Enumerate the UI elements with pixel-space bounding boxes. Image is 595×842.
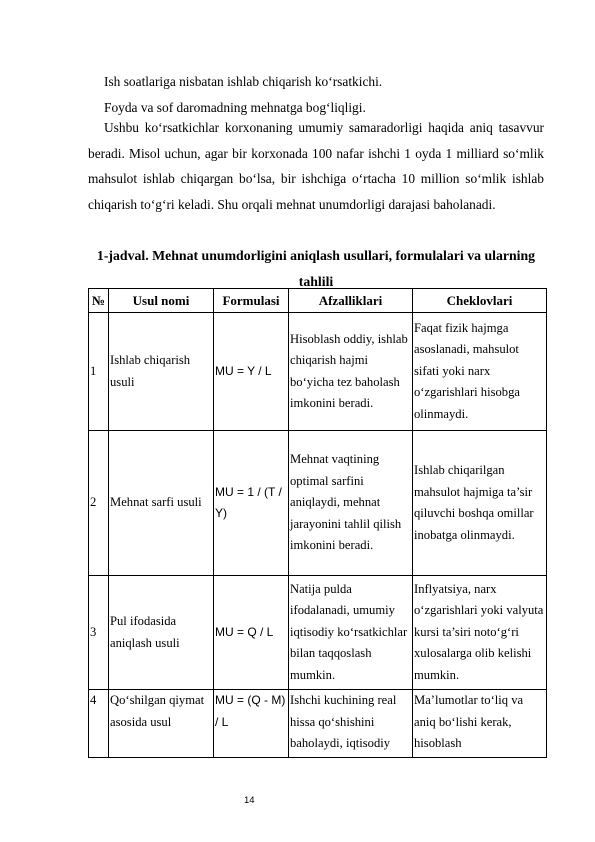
row-number: 2 <box>89 431 109 576</box>
table-row <box>89 690 547 758</box>
page-number: 14 <box>244 795 255 806</box>
method-limitations: Faqat fizik hajmga asoslanadi, mahsulot sifati yoki narx o‘zgarishlari hisobga olinmaydi. <box>413 313 547 431</box>
body-paragraph: Ushbu ko‘rsatkichlar korxonaning umumiy samaradorligi haqida aniq tasavvur beradi. Misol uchun, agar bir korxonada 100 nafar ishchi 1 oyda 1 milliard so‘mlik mahsulot ishlab chiqargan bo‘lsa, bir ishchiga o‘rtacha 10 million so‘mlik ishlab chiqarish to‘g‘ri keladi. Shu orqali mehnat unumdorligi darajasi baholanadi. <box>88 120 544 212</box>
method-advantages: Mehnat vaqtining optimal sarfini aniqlaydi, mehnat jarayonini tahlil qilish imkonini beradi. <box>289 431 413 576</box>
row-number: 1 <box>89 313 109 431</box>
method-advantages: Natija pulda ifodalanadi, umumiy iqtisodiy ko‘rsatkichlar bilan taqqoslash mumkin. <box>289 576 413 690</box>
header-number: № <box>89 289 109 313</box>
header-method-name: Usul nomi <box>109 289 214 313</box>
method-limitations: Ishlab chiqarilgan mahsulot hajmiga ta’sir qiluvchi boshqa omillar inobatga olinmaydi. <box>413 431 547 576</box>
row-number: 3 <box>89 576 109 690</box>
table-caption: 1-jadval. Mehnat unumdorligini aniqlash usullari, formulalari va ularning tahlili <box>96 248 536 289</box>
method-name: Ishlab chiqarish usuli <box>109 313 214 431</box>
row-number: 4 <box>89 690 109 758</box>
method-advantages: Ishchi kuchining real hissa qo‘shishini baholaydi, iqtisodiy <box>289 690 413 758</box>
table-header-row <box>89 289 547 313</box>
method-formula: MU = (Q - M) / L <box>214 690 289 758</box>
table-row <box>89 576 547 690</box>
header-advantages: Afzalliklari <box>289 289 413 313</box>
table-row <box>89 431 547 576</box>
table-row <box>89 313 547 431</box>
method-name: Qo‘shilgan qiymat asosida usul <box>109 690 214 758</box>
method-formula: MU = Q / L <box>214 576 289 690</box>
method-advantages: Hisoblash oddiy, ishlab chiqarish hajmi bo‘yicha tez baholash imkonini beradi. <box>289 313 413 431</box>
method-name: Mehnat sarfi usuli <box>109 431 214 576</box>
header-formula: Formulasi <box>214 289 289 313</box>
method-name: Pul ifodasida aniqlash usuli <box>109 576 214 690</box>
list-item: Ish soatlariga nisbatan ishlab chiqarish ko‘rsatkichi. <box>104 74 383 89</box>
header-limitations: Cheklovlari <box>413 289 547 313</box>
methods-table <box>88 288 547 758</box>
method-limitations: Inflyatsiya, narx o‘zgarishlari yoki valyuta kursi ta’siri noto‘g‘ri xulosalarga olib kelishi mumkin. <box>413 576 547 690</box>
method-formula: MU = 1 / (T / Y) <box>214 431 289 576</box>
method-formula: MU = Y / L <box>214 313 289 431</box>
method-limitations: Ma’lumotlar to‘liq va aniq bo‘lishi kerak, hisoblash <box>413 690 547 758</box>
list-item: Foyda va sof daromadning mehnatga bog‘liqligi. <box>104 100 366 115</box>
